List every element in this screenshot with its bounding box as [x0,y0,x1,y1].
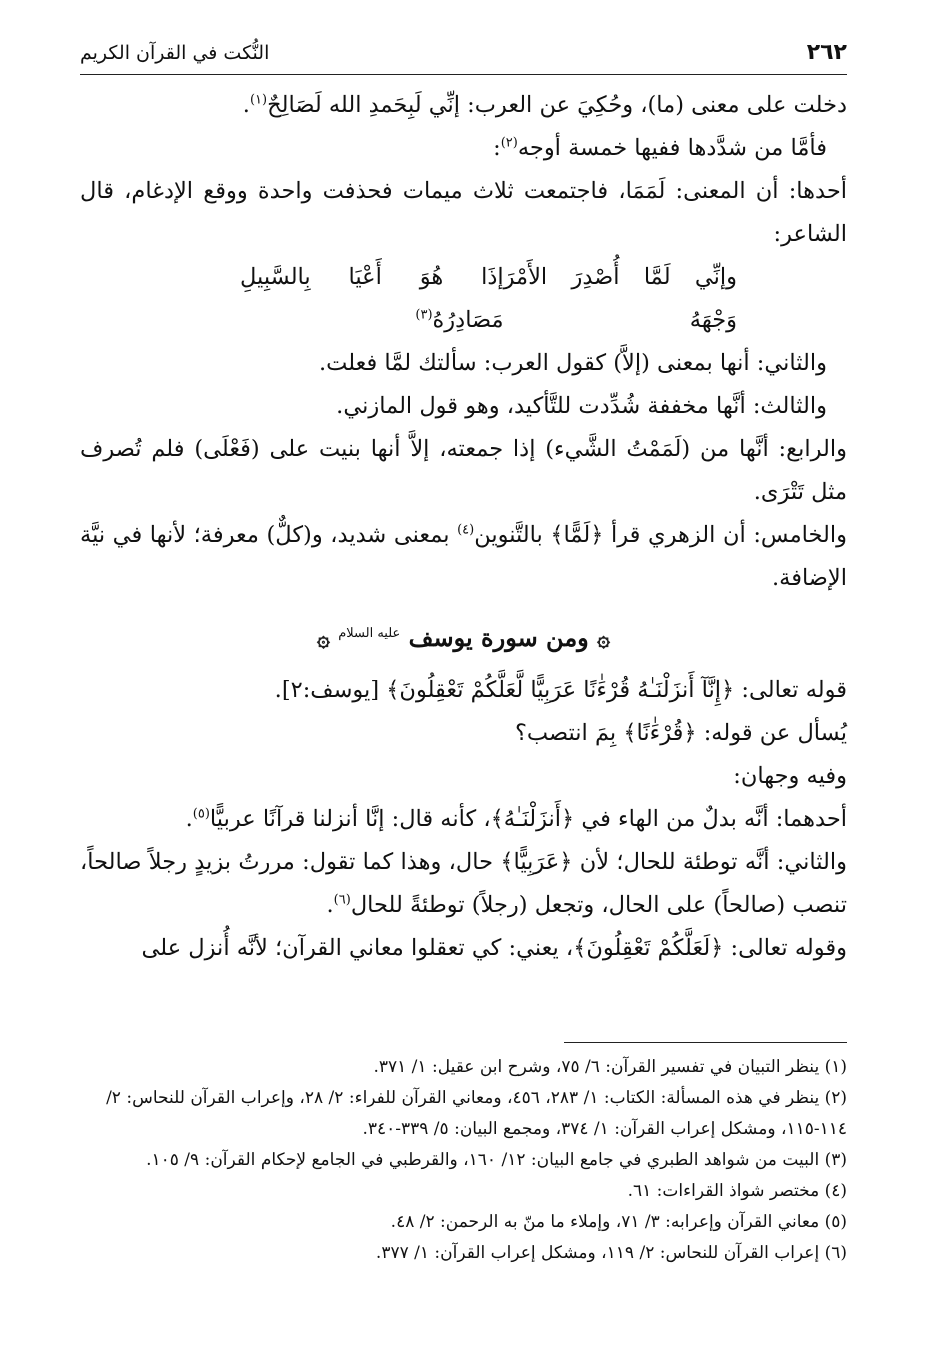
footnote-ref: (٢) [500,135,518,151]
page-header [80,38,847,75]
text: دخلت على معنى (ما)، وحُكِيَ عن العرب: إنِّي لَبِحَمدِ الله لَصَالِحٌ [267,92,847,118]
footnote: (٦) إعراب القرآن للنحاس: ٢/ ١١٩، ومشكل إعراب القرآن: ١/ ٣٧٧. [375,1243,847,1263]
footnote: (١) ينظر التبيان في تفسير القرآن: ٦/ ٧٥، وشرح ابن عقيل: ١/ ٣٧١. [373,1057,847,1077]
paragraph: يُسأل عن قوله: ﴿قُرْءَٰنًا﴾ بِمَ انتصب؟ [514,720,847,746]
text: إذَا هُوَ أَعْيَا بِالسَّبِيلِ مَصَادِرُهُ [240,264,504,333]
footnote: (٢) ينظر في هذه المسألة: الكتاب: ١/ ٢٨٣، ٤٥٦، ومعاني القرآن للفراء: ٢/ ٢٨، وإعراب القرآن للنحاس: ٢/ ١١٤-١١٥، ومشكل إعراب القرآن: ١/ ٣٧٤، ومجمع البيان: ٥/ ٣٣٩-٣٤٠. [106,1088,847,1139]
text: والخامس: أن الزهري قرأ ﴿لَمًّا﴾ بالتَّنوين [474,522,847,548]
text: . [326,892,334,918]
text: أحدهما: أنَّه بدلٌ من الهاء في ﴿أَنزَلْنَـٰهُ﴾، كأنه قال: إنَّا أنزلنا قرآنًا عربيًّا [209,806,847,832]
text: : [493,135,501,161]
paragraph [80,127,847,170]
footnote-ref: (٦) [333,892,351,908]
paragraph: والثالث: أنَّها مخففة شُدِّدت للتَّأكيد، وهو قول المازني. [336,393,827,419]
paragraph: قوله تعالى: ﴿إِنَّآ أَنزَلْنَـٰهُ قُرْءَٰنًا عَرَبِيًّا لَّعَلَّكُمْ تَعْقِلُونَ﴾ [يوسف:٢]. [274,677,847,703]
footnote-ref: (١) [249,92,268,108]
verse-first-hemistich: وإنِّي لَمَّا أُصْدِرَ الأَمْرَ وَجْهَهُ [503,264,737,333]
verse-second-hemistich [240,256,504,342]
paragraph [80,514,847,600]
paragraph: وقوله تعالى: ﴿لَعَلَّكُمْ تَعْقِلُونَ﴾، يعني: كي تعقلوا معاني القرآن؛ لأنَّه أُنزل على [141,935,847,961]
text: بمعنى شديد، و(كلٌّ) معرفة؛ لأنها في نيَّة الإضافة. [80,522,847,591]
footnote-ref: (٣) [415,307,433,323]
footnote: (٤) مختصر شواذ القراءات: ٦١. [627,1181,847,1201]
paragraph: أحدها: أن المعنى: لَمَمَا، فاجتمعت ثلاث ميمات فحذفت واحدة ووقع الإدغام، قال الشاعر: [80,178,847,247]
paragraph: والثاني: أنها بمعنى (إلاَّ) كقول العرب: سألتك لمَّا فعلت. [318,350,827,376]
running-title: النُّكت في القرآن الكريم [80,42,270,64]
footnote: (٥) معاني القرآن وإعرابه: ٣/ ٧١، وإملاء ما منّ به الرحمن: ٢/ ٤٨. [390,1212,847,1232]
page-number: ٢٦٢ [806,40,847,65]
paragraph [80,84,847,127]
text: . [185,806,193,832]
text: والثاني: أنَّه توطئة للحال؛ لأن ﴿عَرَبِيًّا﴾ حال، وهذا كما تقول: مررتُ بزيدٍ رجلاً صالحاً، تنصب (صالحاً) على الحال، وتجعل (رجلاً) توطئةً للحال [80,849,847,918]
ornament-icon: ۞ [597,626,611,652]
text: فأمَّا من شدَّدها ففيها خمسة أوجه [517,135,827,161]
text: . [242,92,250,118]
sura-heading [80,612,847,661]
footnote: (٣) البيت من شواهد الطبري في جامع البيان: ١٢/ ١٦٠، والقرطبي في الجامع لإحكام القرآن: ٩/ ١٠٥. [146,1150,847,1170]
footnote-ref: (٤) [457,522,475,538]
ornament-icon: ۞ [316,626,330,652]
footnote-divider [564,1042,847,1043]
sura-title: ومن سورة يوسف [408,623,589,652]
paragraph [80,798,847,841]
footnotes [80,1052,847,1269]
paragraph: وفيه وجهان: [733,763,847,789]
main-text [80,84,847,970]
salutation: عليه السلام [338,626,401,641]
poetry-verse [80,256,847,342]
paragraph [80,841,847,927]
paragraph: والرابع: أنَّها من (لَمَمْتُ الشَّيء) إذا جمعته، إلاَّ أنها بنيت على (فَعْلَى) فلم تُصرف مثل تَتْرَى. [80,436,847,505]
footnote-ref: (٥) [192,806,210,822]
